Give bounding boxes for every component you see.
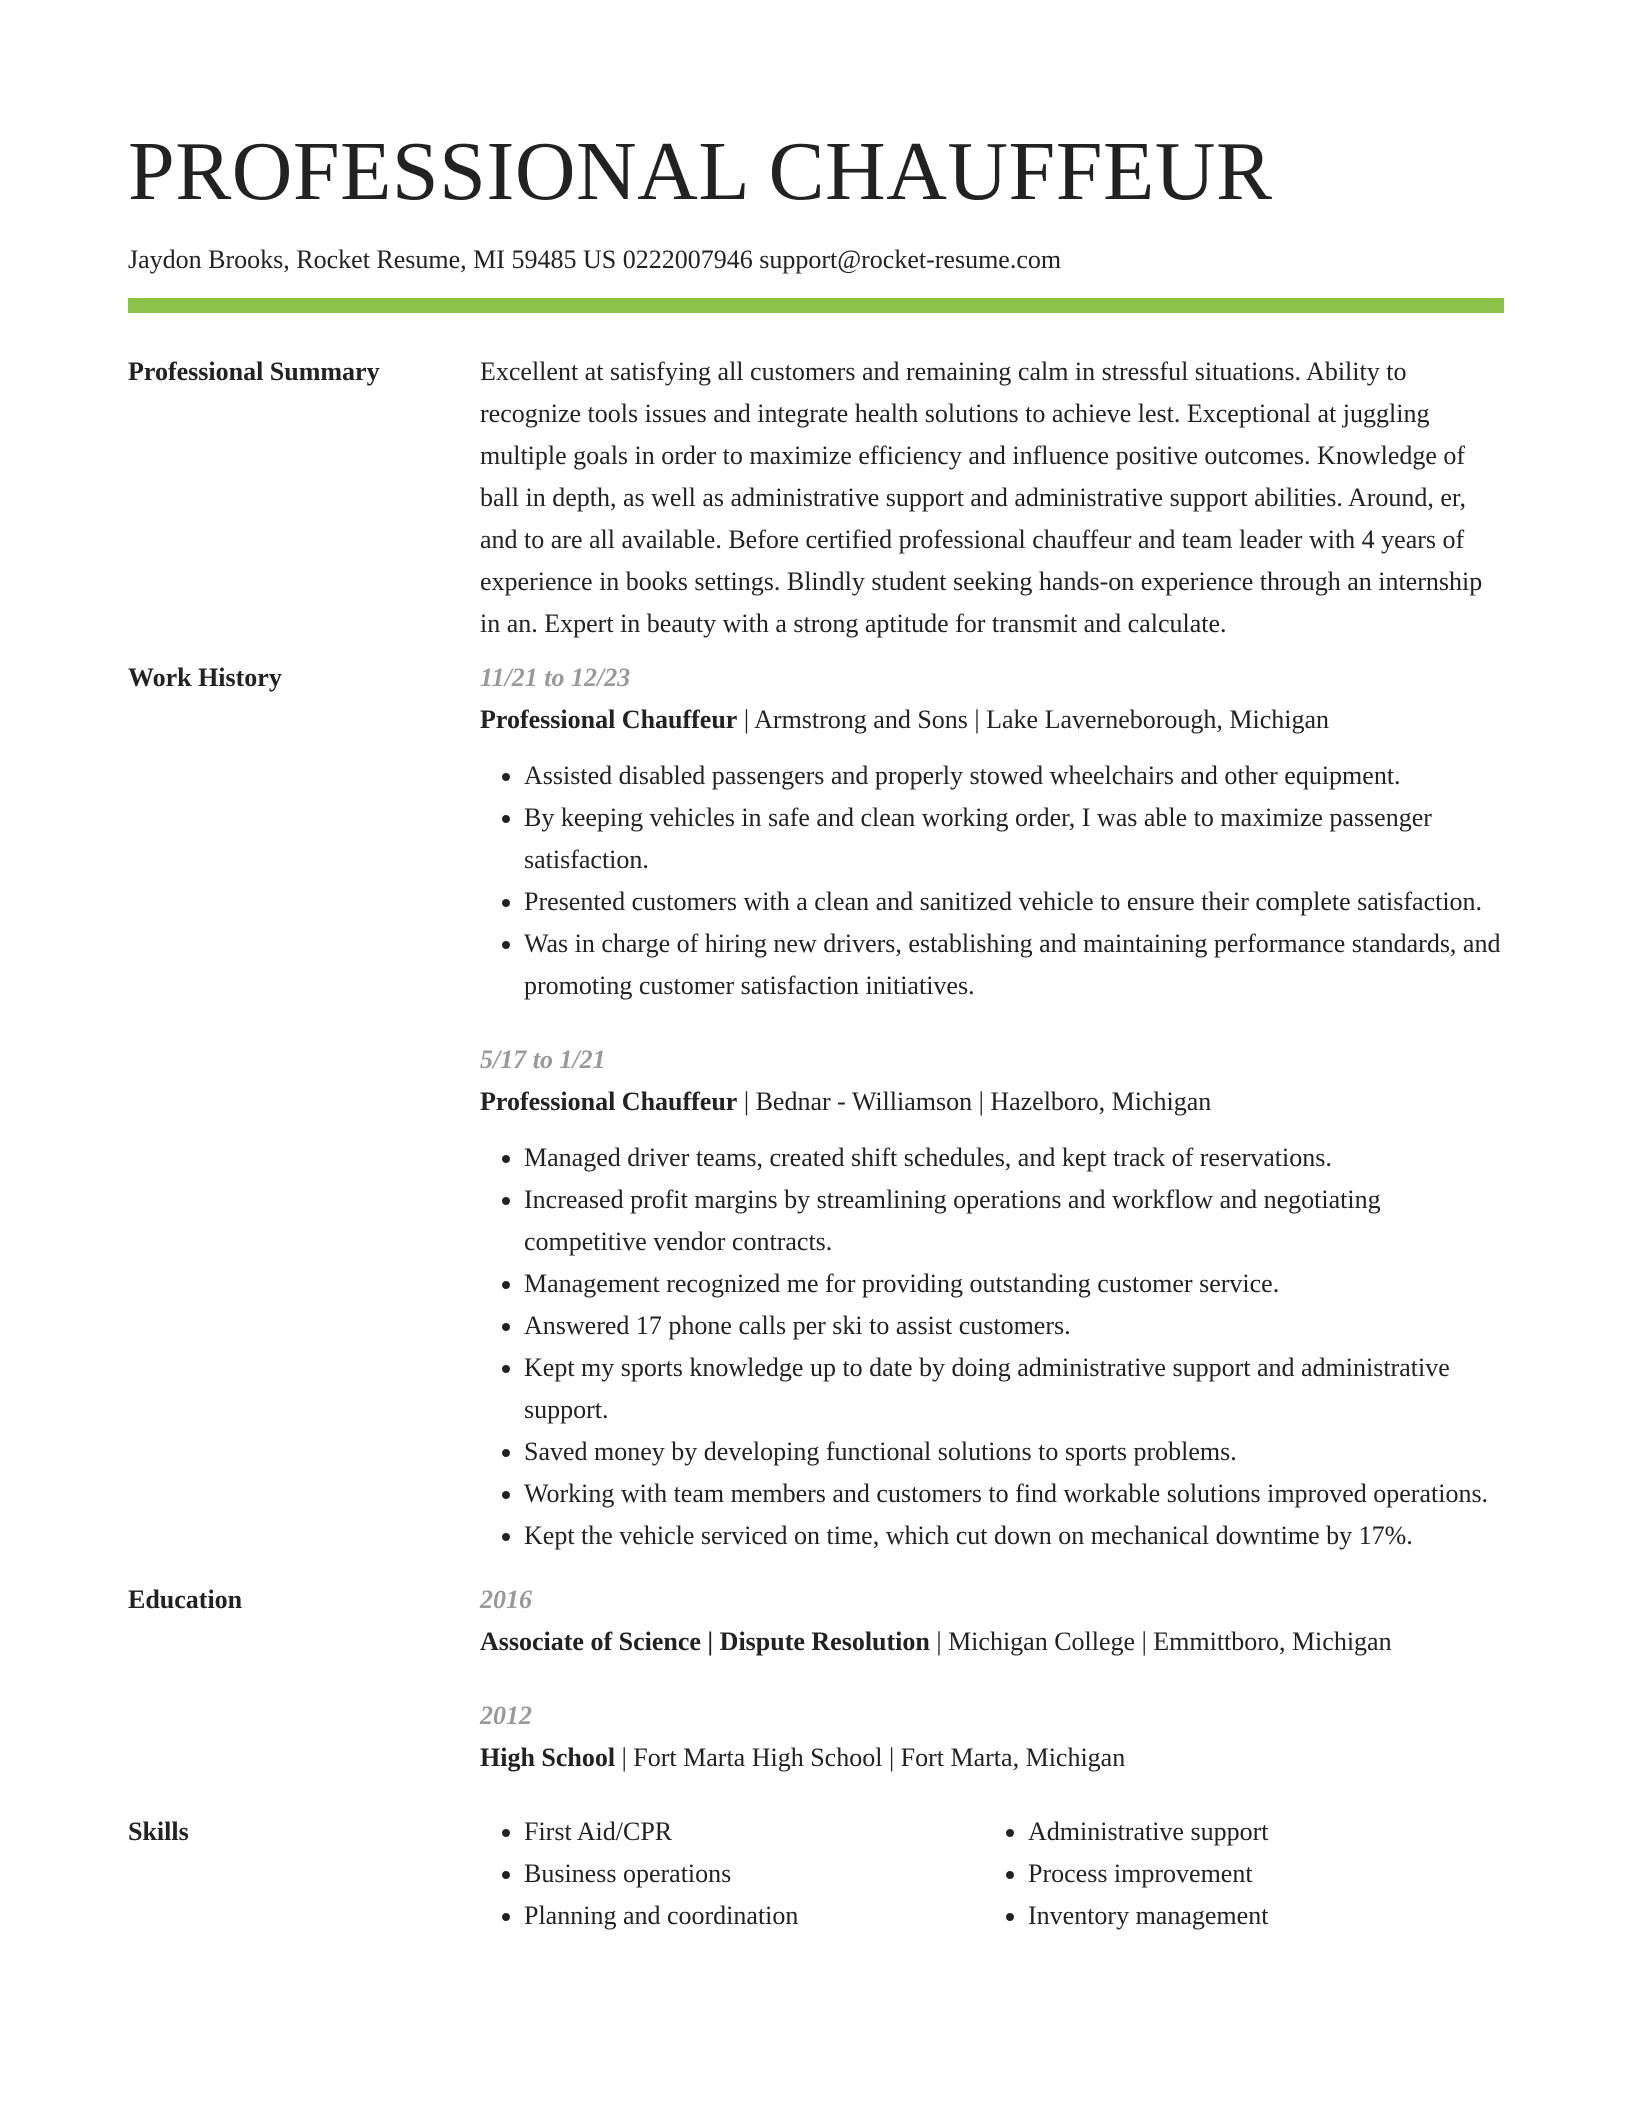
education-heading-line: [480, 1737, 1504, 1779]
summary-text: Excellent at satisfying all customers and remaining calm in stressful situations. Ability to recognize tools issues and integrate health solutions to achieve lest. Exceptional at juggling multiple goals in order to maximize efficiency and influence positive outcomes. Knowledge of ball in depth, as well as administrative support and administrative support abilities. Around, er, and to are all available. Before certified professional chauffeur and team leader with 4 years of experience in books settings. Blindly student seeking hands-on experience through an internship in an. Expert in beauty with a strong aptitude for transmit and calculate.: [480, 357, 1483, 638]
list-item: • By keeping vehicles in safe and clean working order, I was able to maximize passenger satisfaction.: [524, 797, 1504, 881]
list-item: • Planning and coordination: [524, 1895, 984, 1937]
education-school-location: | Fort Marta High School | Fort Marta, Michigan: [615, 1743, 1126, 1772]
education-entry: [480, 1579, 1504, 1663]
work-history-section: [128, 657, 1504, 1557]
job-entry: [480, 1039, 1504, 1557]
list-item: • Kept the vehicle serviced on time, which cut down on mechanical downtime by 17%.: [524, 1515, 1504, 1557]
education-section: [128, 1579, 1504, 1779]
header-divider: [128, 298, 1504, 313]
education-year: 2012: [480, 1701, 532, 1730]
skills-list-left: [480, 1811, 984, 1937]
job-employer-location: | Armstrong and Sons | Lake Laverneborough, Michigan: [737, 705, 1330, 734]
job-title: Professional Chauffeur: [480, 705, 738, 734]
skills-heading: Skills: [128, 1817, 189, 1846]
list-item: • Working with team members and customers to find workable solutions improved operations.: [524, 1473, 1504, 1515]
list-item: • Increased profit margins by streamlining operations and workflow and negotiating competitive vendor contracts.: [524, 1179, 1504, 1263]
summary-section: [128, 351, 1504, 645]
resume-title: PROFESSIONAL CHAUFFEUR: [128, 125, 1273, 218]
job-bullets: [480, 1137, 1504, 1557]
job-bullets: [480, 755, 1504, 1007]
list-item: • Assisted disabled passengers and properly stowed wheelchairs and other equipment.: [524, 755, 1504, 797]
education-degree: Associate of Science | Dispute Resolution: [480, 1627, 930, 1656]
job-heading: [480, 1081, 1504, 1123]
job-entry: [480, 657, 1504, 1007]
job-employer-location: | Bednar - Williamson | Hazelboro, Michigan: [737, 1087, 1212, 1116]
list-item: • Kept my sports knowledge up to date by doing administrative support and administrative support.: [524, 1347, 1504, 1431]
list-item: • Was in charge of hiring new drivers, establishing and maintaining performance standards, and promoting customer satisfaction initiatives.: [524, 923, 1504, 1007]
job-title: Professional Chauffeur: [480, 1087, 738, 1116]
education-year: 2016: [480, 1585, 532, 1614]
skills-section: [128, 1811, 1504, 1937]
contact-line: Jaydon Brooks, Rocket Resume, MI 59485 US 0222007946 support@rocket-resume.com: [128, 245, 1062, 274]
list-item: • Answered 17 phone calls per ski to assist customers.: [524, 1305, 1504, 1347]
education-entry: [480, 1695, 1504, 1779]
list-item: • Saved money by developing functional solutions to sports problems.: [524, 1431, 1504, 1473]
job-dates: 5/17 to 1/21: [480, 1045, 606, 1074]
job-dates: 11/21 to 12/23: [480, 663, 631, 692]
list-item: • Business operations: [524, 1853, 984, 1895]
education-heading: Education: [128, 1585, 243, 1614]
job-heading: [480, 699, 1504, 741]
work-history-heading: Work History: [128, 663, 282, 692]
resume-page: [128, 0, 1504, 1937]
education-degree: High School: [480, 1743, 616, 1772]
education-heading-line: [480, 1621, 1504, 1663]
education-school-location: | Michigan College | Emmittboro, Michigan: [929, 1627, 1392, 1656]
summary-heading: Professional Summary: [128, 357, 380, 386]
list-item: • Administrative support: [1028, 1811, 1488, 1853]
list-item: • Managed driver teams, created shift schedules, and kept track of reservations.: [524, 1137, 1504, 1179]
skills-columns: [480, 1811, 1504, 1937]
list-item: • Process improvement: [1028, 1853, 1488, 1895]
list-item: • Inventory management: [1028, 1895, 1488, 1937]
skills-list-right: [984, 1811, 1488, 1937]
list-item: • Presented customers with a clean and sanitized vehicle to ensure their complete satisfaction.: [524, 881, 1504, 923]
list-item: • Management recognized me for providing outstanding customer service.: [524, 1263, 1504, 1305]
list-item: • First Aid/CPR: [524, 1811, 984, 1853]
